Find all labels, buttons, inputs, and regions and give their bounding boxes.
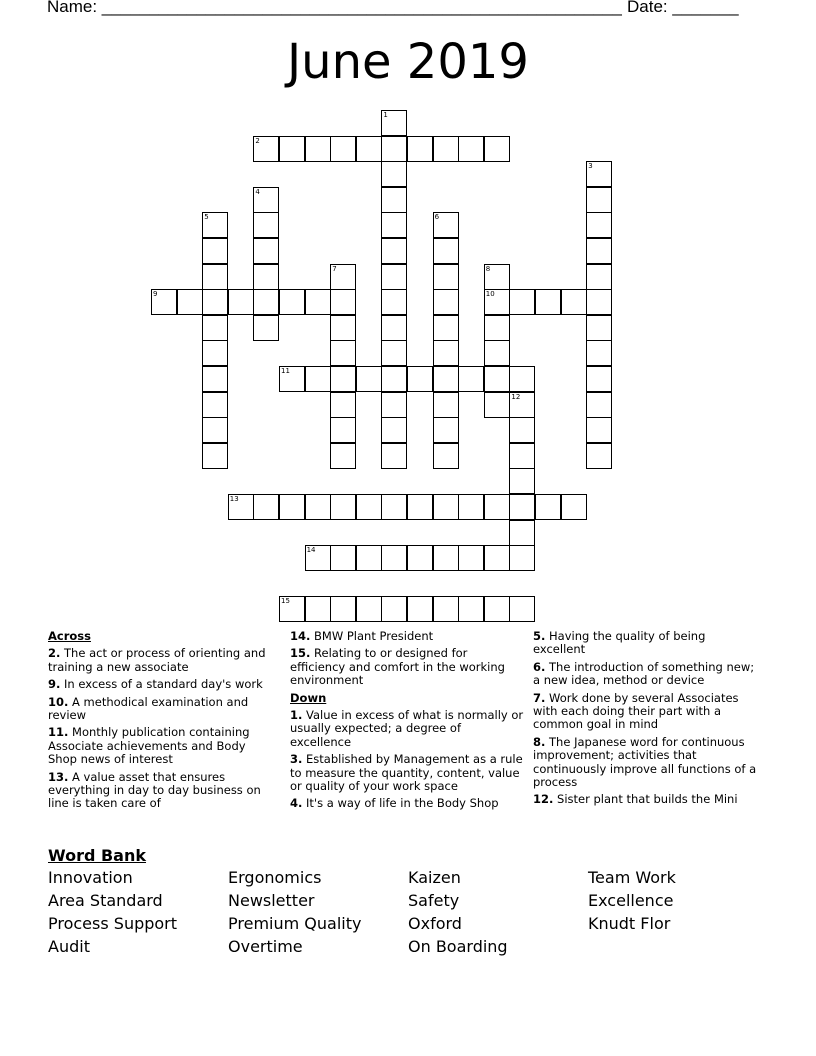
grid-cell[interactable] — [356, 596, 382, 622]
grid-cell[interactable] — [509, 443, 535, 469]
date-field[interactable]: Date: _______ — [627, 0, 739, 16]
grid-cell[interactable] — [202, 264, 228, 290]
grid-cell[interactable] — [586, 392, 612, 418]
clue-number-label: 6 — [434, 213, 440, 222]
word-bank-item: Newsletter — [228, 891, 315, 910]
clue-number: 4. — [290, 796, 303, 811]
clue-number: 1. — [290, 708, 303, 723]
clue-item — [533, 736, 758, 790]
word-bank-item: Ergonomics — [228, 868, 322, 887]
grid-cell[interactable] — [253, 289, 279, 315]
down-heading: Down — [290, 690, 327, 705]
grid-cell[interactable] — [253, 264, 279, 290]
grid-cell[interactable] — [433, 596, 459, 622]
clue-item — [533, 692, 758, 732]
clue-number: 2. — [48, 646, 61, 661]
grid-cell[interactable] — [253, 494, 279, 520]
grid-cell[interactable] — [381, 340, 407, 366]
grid-cell[interactable] — [407, 366, 433, 392]
grid-cell[interactable] — [433, 494, 459, 520]
grid-cell[interactable] — [433, 315, 459, 341]
word-bank-item: Process Support — [48, 914, 178, 933]
grid-cell[interactable] — [484, 136, 510, 162]
clue-number-label: 7 — [332, 264, 337, 273]
clue-text: BMW Plant President — [310, 629, 434, 643]
grid-cell[interactable] — [484, 366, 510, 392]
grid-cell[interactable] — [381, 212, 407, 238]
grid-cell[interactable] — [509, 520, 535, 546]
clue-number-label: 10 — [485, 290, 495, 299]
grid-cell[interactable] — [279, 494, 305, 520]
grid-cell[interactable] — [202, 417, 228, 443]
grid-cell[interactable] — [330, 443, 356, 469]
grid-cell[interactable] — [381, 161, 407, 187]
grid-cell[interactable] — [433, 417, 459, 443]
grid-cell[interactable] — [407, 136, 433, 162]
grid-cell[interactable] — [356, 366, 382, 392]
word-bank-item: Innovation — [48, 868, 133, 887]
clue-number-label: 8 — [485, 264, 491, 273]
word-bank-item: Oxford — [408, 914, 462, 933]
clue-item — [48, 771, 273, 811]
grid-cell[interactable] — [535, 289, 561, 315]
grid-cell[interactable] — [330, 340, 356, 366]
word-bank-item: Team Work — [588, 868, 676, 887]
grid-cell[interactable] — [433, 545, 459, 571]
grid-cell[interactable] — [433, 264, 459, 290]
grid-cell[interactable] — [586, 264, 612, 290]
clue-item — [290, 753, 525, 793]
clue-text: Monthly publication containing Associate achievements and Body Shop news of interest — [48, 725, 250, 767]
clue-number-label: 13 — [229, 495, 239, 503]
grid-cell[interactable] — [407, 494, 433, 520]
name-field[interactable]: Name: _______________________________________________________ — [47, 0, 622, 16]
clue-item — [290, 797, 525, 810]
word-bank-title: Word Bank — [48, 846, 147, 865]
grid-cell[interactable] — [586, 417, 612, 443]
clue-number-label: 4 — [255, 187, 260, 196]
grid-cell[interactable] — [433, 392, 459, 418]
clue-item — [533, 793, 758, 806]
word-bank-item: On Boarding — [408, 937, 508, 956]
grid-cell[interactable] — [458, 545, 484, 571]
grid-cell[interactable] — [458, 366, 484, 392]
clue-item — [290, 647, 525, 687]
grid-cell[interactable] — [561, 494, 587, 520]
grid-cell[interactable] — [202, 289, 228, 315]
clue-number-label: 12 — [511, 392, 521, 401]
grid-cell[interactable] — [330, 494, 356, 520]
grid-cell[interactable] — [381, 315, 407, 341]
grid-cell[interactable] — [202, 443, 228, 469]
grid-cell[interactable] — [509, 417, 535, 443]
word-bank-item: Excellence — [588, 891, 674, 910]
grid-cell[interactable] — [484, 596, 510, 622]
clue-number-label: 3 — [588, 162, 593, 171]
grid-cell[interactable] — [381, 264, 407, 290]
clue-number-label: 5 — [204, 213, 209, 222]
grid-cell[interactable] — [381, 136, 407, 162]
grid-cell[interactable] — [228, 289, 254, 315]
clue-number: 15. — [290, 646, 311, 661]
clue-number-label: 15 — [281, 597, 290, 606]
clue-number-label: 11 — [281, 367, 290, 375]
clue-number-label: 14 — [306, 546, 316, 555]
clue-number: 11. — [48, 725, 69, 740]
clue-number: 7. — [533, 690, 546, 705]
grid-cell[interactable] — [586, 289, 612, 315]
clue-number: 6. — [533, 659, 546, 674]
grid-cell[interactable] — [381, 289, 407, 315]
grid-cell[interactable] — [305, 494, 331, 520]
clue-item — [533, 630, 758, 657]
clue-number-label: 9 — [153, 290, 158, 299]
clue-text: The introduction of something new; a new idea, method or device — [533, 659, 755, 688]
grid-cell[interactable] — [484, 545, 510, 571]
grid-cell[interactable] — [305, 136, 331, 162]
clue-text: Sister plant that builds the Mini — [553, 792, 738, 807]
grid-cell[interactable] — [202, 315, 228, 341]
grid-cell[interactable] — [586, 187, 612, 213]
grid-cell[interactable] — [458, 596, 484, 622]
grid-cell[interactable] — [381, 596, 407, 622]
grid-cell[interactable] — [433, 136, 459, 162]
clue-text: A methodical examination and review — [48, 694, 249, 723]
clue-text: Work done by several Associates with each doing their part with a common goal in mind — [533, 690, 739, 732]
clue-text: The act or process of orienting and training a new associate — [48, 646, 266, 674]
grid-cell[interactable] — [484, 392, 510, 418]
clue-text: A value asset that ensures everything in day to day business on line is taken care of — [48, 769, 261, 811]
grid-cell[interactable] — [586, 238, 612, 264]
grid-cell[interactable] — [381, 366, 407, 392]
grid-cell[interactable] — [177, 289, 203, 315]
grid-cell[interactable] — [509, 468, 535, 494]
word-bank-item: Area Standard — [48, 891, 163, 910]
grid-cell[interactable] — [381, 187, 407, 213]
clue-number: 13. — [48, 769, 69, 784]
grid-cell[interactable] — [509, 494, 535, 520]
word-bank-item: Premium Quality — [228, 914, 362, 933]
clue-text: Established by Management as a rule to measure the quantity, content, value or quality of your work space — [290, 752, 523, 794]
grid-cell[interactable] — [509, 366, 535, 392]
grid-cell[interactable] — [433, 366, 459, 392]
clues-column-3 — [533, 630, 758, 811]
clue-number: 14. — [290, 629, 311, 643]
grid-cell[interactable] — [458, 494, 484, 520]
clue-number: 8. — [533, 734, 546, 749]
grid-cell[interactable] — [484, 494, 510, 520]
grid-cell[interactable] — [381, 443, 407, 469]
grid-cell[interactable] — [484, 315, 510, 341]
grid-cell[interactable] — [279, 136, 305, 162]
grid-cell[interactable] — [253, 212, 279, 238]
grid-cell[interactable] — [458, 136, 484, 162]
grid-cell[interactable] — [535, 494, 561, 520]
grid-cell[interactable] — [381, 545, 407, 571]
grid-cell[interactable] — [330, 289, 356, 315]
clue-number-label: 1 — [383, 111, 388, 119]
clue-item — [48, 696, 273, 723]
grid-cell[interactable] — [484, 340, 510, 366]
grid-cell[interactable] — [279, 289, 305, 315]
clue-item — [48, 678, 273, 691]
grid-cell[interactable] — [586, 212, 612, 238]
grid-cell[interactable] — [433, 443, 459, 469]
clue-text: The Japanese word for continuous improvement; activities that continuously improve all functions of a process — [533, 734, 757, 790]
grid-cell[interactable] — [330, 545, 356, 571]
grid-cell[interactable] — [381, 238, 407, 264]
grid-cell[interactable] — [202, 366, 228, 392]
clues-column-2 — [290, 630, 525, 815]
grid-cell[interactable] — [253, 315, 279, 341]
grid-cell[interactable] — [381, 392, 407, 418]
clue-number-label: 2 — [255, 136, 260, 145]
clue-text: It's a way of life in the Body Shop — [302, 796, 499, 811]
clue-item — [48, 647, 273, 674]
clue-number: 12. — [533, 792, 554, 807]
grid-cell[interactable] — [561, 289, 587, 315]
grid-cell[interactable] — [356, 136, 382, 162]
grid-cell[interactable] — [433, 238, 459, 264]
clue-number: 9. — [48, 677, 61, 692]
word-bank-item: Knudt Flor — [588, 914, 671, 933]
grid-cell[interactable] — [509, 596, 535, 622]
clue-text: Value in excess of what is normally or usually expected; a degree of excellence — [290, 708, 524, 749]
grid-cell[interactable] — [330, 417, 356, 443]
grid-cell[interactable] — [407, 545, 433, 571]
grid-cell[interactable] — [305, 366, 331, 392]
grid-cell[interactable] — [509, 545, 535, 571]
clue-number: 5. — [533, 629, 546, 643]
grid-cell[interactable] — [253, 238, 279, 264]
page-title: June 2019 — [287, 34, 529, 90]
word-bank-item: Kaizen — [408, 868, 461, 887]
grid-cell[interactable] — [407, 596, 433, 622]
word-bank-item: Overtime — [228, 937, 303, 956]
grid-cell[interactable] — [586, 340, 612, 366]
grid-cell[interactable] — [586, 366, 612, 392]
grid-cell[interactable] — [330, 596, 356, 622]
grid-cell[interactable] — [356, 545, 382, 571]
grid-cell[interactable] — [381, 494, 407, 520]
across-heading: Across — [48, 629, 91, 643]
clue-item — [290, 709, 525, 749]
grid-cell[interactable] — [330, 136, 356, 162]
grid-cell[interactable] — [305, 596, 331, 622]
grid-cell[interactable] — [586, 315, 612, 341]
clue-text: Relating to or designed for efficiency and comfort in the working environment — [290, 646, 505, 688]
clue-number: 10. — [48, 694, 69, 709]
grid-cell[interactable] — [356, 494, 382, 520]
clue-item — [533, 661, 758, 688]
clue-number: 3. — [290, 752, 303, 767]
clue-item — [290, 630, 525, 643]
clue-text: Having the quality of being excellent — [533, 629, 706, 657]
grid-cell[interactable] — [433, 289, 459, 315]
word-bank-item: Safety — [408, 891, 460, 910]
grid-cell[interactable] — [330, 366, 356, 392]
grid-cell[interactable] — [330, 315, 356, 341]
grid-cell[interactable] — [509, 289, 535, 315]
clue-item — [48, 726, 273, 766]
grid-cell[interactable] — [381, 417, 407, 443]
grid-cell[interactable] — [202, 238, 228, 264]
grid-cell[interactable] — [305, 289, 331, 315]
grid-cell[interactable] — [433, 340, 459, 366]
clue-text: In excess of a standard day's work — [60, 677, 263, 692]
word-bank-item: Audit — [48, 937, 90, 956]
grid-cell[interactable] — [330, 392, 356, 418]
clues-column-1 — [48, 630, 273, 815]
grid-cell[interactable] — [586, 443, 612, 469]
grid-cell[interactable] — [202, 340, 228, 366]
grid-cell[interactable] — [202, 392, 228, 418]
